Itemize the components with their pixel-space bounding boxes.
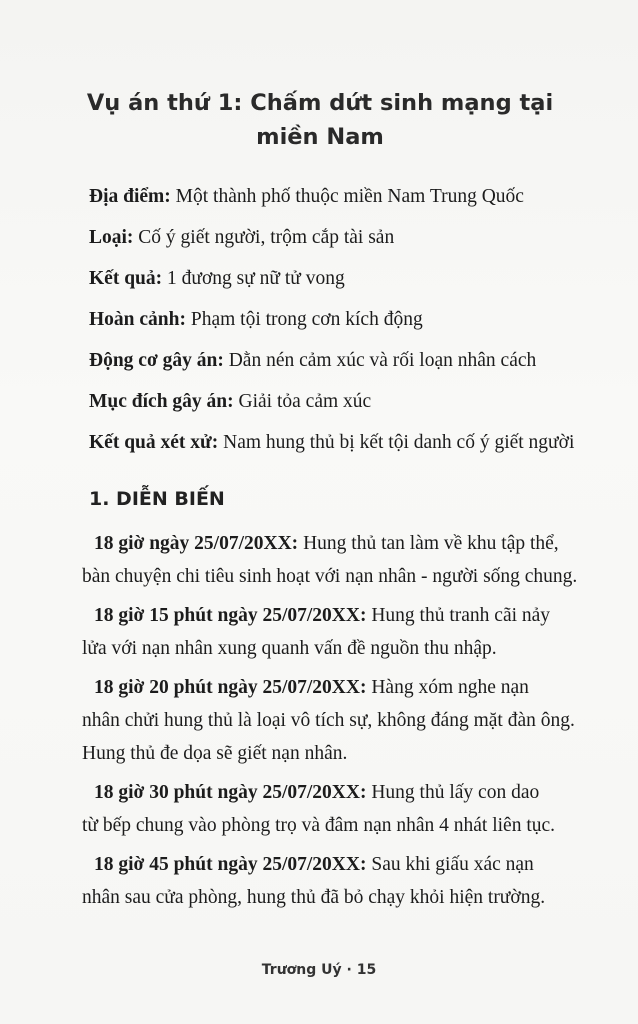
fact-value: Một thành phố thuộc miền Nam Trung Quốc [170, 186, 524, 207]
fact-label: Loại: [89, 227, 134, 248]
section-heading: 1. DIỄN BIẾN [89, 488, 225, 510]
timeline-entry [82, 776, 572, 842]
entry-text: nhân sau cửa phòng, hung thủ đã bỏ chạy khỏi hiện trường. [82, 887, 546, 908]
entry-text: bàn chuyện chi tiêu sinh hoạt với nạn nhân - người sống chung. [82, 566, 578, 587]
entry-text: lửa với nạn nhân xung quanh vấn đề nguồn thu nhập. [82, 638, 497, 659]
fact-label: Hoàn cảnh: [89, 309, 186, 330]
case-facts [89, 176, 579, 463]
entry-time: 18 giờ 30 phút ngày 25/07/20XX: [94, 782, 367, 803]
fact-verdict [89, 422, 579, 463]
fact-label: Địa điểm: [89, 186, 171, 207]
entry-text: Sau khi giấu xác nạn [366, 854, 534, 875]
entry-text: Hung thủ lấy con dao [366, 782, 540, 803]
timeline [82, 527, 578, 920]
timeline-entry [82, 527, 578, 593]
chapter-title-line-1: Vụ án thứ 1: Chấm dứt sinh mạng tại [86, 90, 554, 116]
chapter-title [60, 86, 580, 154]
entry-text: nhân chửi hung thủ là loại vô tích sự, không đáng mặt đàn ông. [82, 710, 575, 731]
fact-purpose [89, 381, 579, 422]
timeline-entry [82, 671, 575, 770]
entry-time: 18 giờ 45 phút ngày 25/07/20XX: [94, 854, 367, 875]
fact-label: Kết quả xét xử: [89, 432, 219, 453]
fact-label: Mục đích gây án: [89, 391, 234, 412]
fact-value: Giải tỏa cảm xúc [233, 391, 372, 412]
entry-text: Hung thủ tranh cãi nảy [366, 605, 551, 626]
entry-time: 18 giờ 20 phút ngày 25/07/20XX: [94, 677, 367, 698]
fact-motive [89, 340, 579, 381]
timeline-entry [82, 599, 572, 665]
entry-text: Hung thủ tan làm về khu tập thể, [298, 533, 559, 554]
entry-text: Hàng xóm nghe nạn [366, 677, 529, 698]
entry-text: Hung thủ đe dọa sẽ giết nạn nhân. [82, 743, 348, 764]
chapter-title-line-2: miền Nam [256, 124, 384, 150]
fact-circumstance [89, 299, 579, 340]
timeline-entry [82, 848, 572, 914]
fact-value: Cố ý giết người, trộm cắp tài sản [133, 227, 395, 248]
fact-value: Nam hung thủ bị kết tội danh cố ý giết người [218, 432, 575, 453]
fact-location [89, 176, 579, 217]
entry-time: 18 giờ ngày 25/07/20XX: [94, 533, 299, 554]
entry-time: 18 giờ 15 phút ngày 25/07/20XX: [94, 605, 367, 626]
fact-value: Dằn nén cảm xúc và rối loạn nhân cách [223, 350, 537, 371]
fact-value: Phạm tội trong cơn kích động [185, 309, 423, 330]
fact-type [89, 217, 579, 258]
fact-value: 1 đương sự nữ tử vong [162, 268, 345, 289]
fact-label: Động cơ gây án: [89, 350, 224, 371]
fact-label: Kết quả: [89, 268, 163, 289]
page-footer: Trương Uý · 15 [261, 962, 377, 978]
entry-text: từ bếp chung vào phòng trọ và đâm nạn nhân 4 nhát liên tục. [82, 815, 556, 836]
fact-result [89, 258, 579, 299]
